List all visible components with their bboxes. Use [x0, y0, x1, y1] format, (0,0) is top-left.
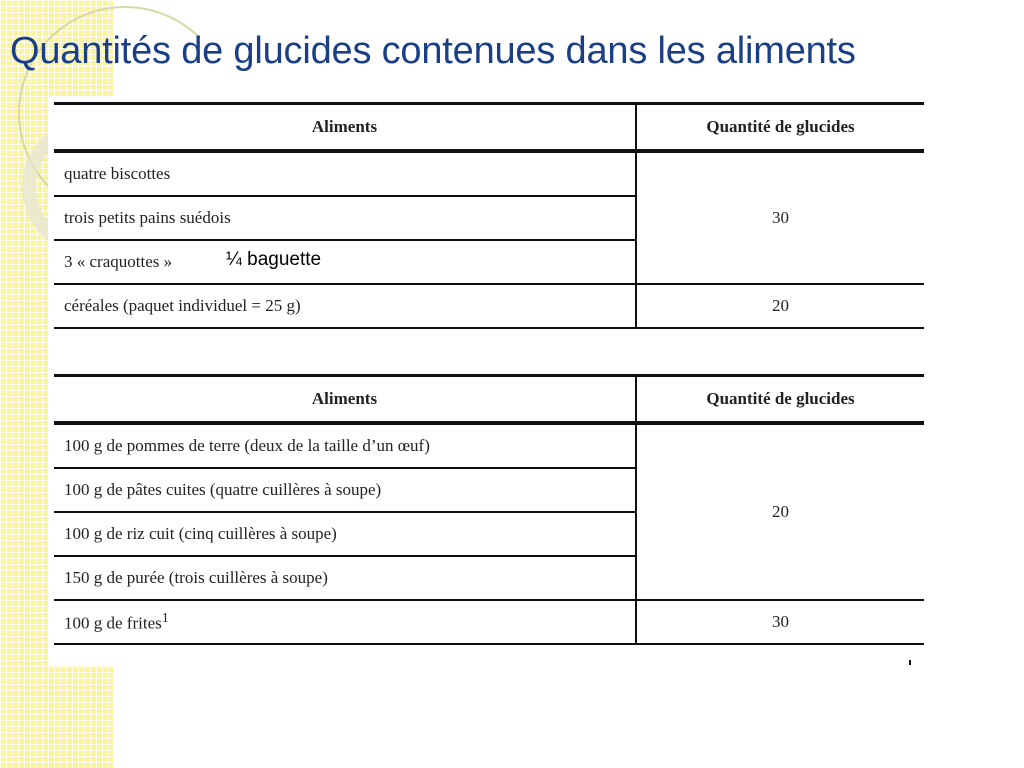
food-cell: trois petits pains suédois — [54, 196, 636, 240]
table-row — [54, 423, 924, 468]
food-cell: 150 g de purée (trois cuillères à soupe) — [54, 556, 636, 600]
baguette-annotation: ¼ baguette — [226, 249, 322, 270]
quantity-cell: 20 — [772, 502, 789, 521]
table-row — [54, 600, 924, 644]
quantity-cell: 30 — [772, 612, 789, 631]
food-cell: 100 g de pâtes cuites (quatre cuillères à soupe) — [54, 468, 636, 512]
food-cell: 3 « craquottes » — [54, 240, 636, 284]
quantity-cell: 30 — [772, 208, 789, 227]
food-cell: céréales (paquet individuel = 25 g) — [54, 284, 636, 328]
table-header-row — [54, 376, 924, 424]
slide-title: Quantités de glucides contenues dans les aliments — [10, 30, 856, 72]
food-cell: quatre biscottes — [54, 151, 636, 196]
header-quantite: Quantité de glucides — [706, 117, 855, 136]
food-label: 100 g de frites — [64, 613, 162, 633]
footnote-marker: 1 — [161, 610, 169, 627]
header-quantite: Quantité de glucides — [706, 389, 855, 408]
table-header-row — [54, 104, 924, 152]
table-row — [54, 284, 924, 328]
header-aliments: Aliments — [54, 376, 636, 424]
carbs-table-bread — [54, 102, 924, 329]
page-mark — [909, 660, 911, 665]
quantity-cell: 20 — [772, 296, 789, 315]
table-row — [54, 151, 924, 196]
food-cell: 100 g de riz cuit (cinq cuillères à soupe) — [54, 512, 636, 556]
carbs-table-starches — [54, 374, 924, 645]
food-cell — [54, 600, 636, 644]
header-aliments: Aliments — [54, 104, 636, 152]
food-cell: 100 g de pommes de terre (deux de la taille d’un œuf) — [54, 423, 636, 468]
